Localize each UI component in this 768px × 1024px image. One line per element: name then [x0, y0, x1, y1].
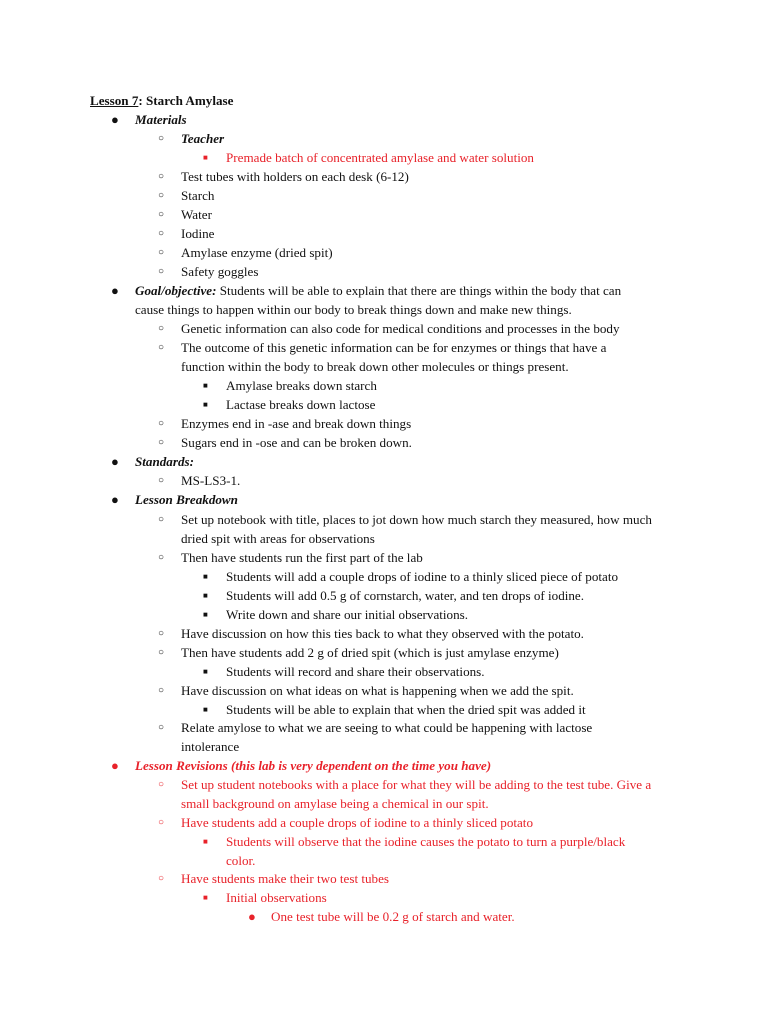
goal-text: Students will be able to explain that there are things within the body that can [216, 283, 622, 298]
teacher-item: Premade batch of concentrated amylase and water solution [226, 150, 534, 165]
breakdown-detail: Students will be able to explain that when the dried spit was added it [226, 702, 586, 717]
circle-bullet-icon: ○ [158, 817, 165, 828]
materials-item: Test tubes with holders on each desk (6-12) [181, 169, 409, 184]
lesson-title [90, 91, 233, 110]
square-bullet-icon: ■ [203, 381, 208, 390]
circle-bullet-icon: ○ [158, 628, 165, 639]
circle-bullet-icon: ○ [158, 552, 165, 563]
circle-bullet-icon: ○ [158, 475, 165, 486]
circle-bullet-icon: ○ [158, 437, 165, 448]
goal-sub-item: Sugars end in -ose and can be broken down. [181, 435, 412, 450]
goal-heading: Goal/objective: [135, 283, 217, 298]
circle-bullet-icon: ○ [158, 190, 165, 201]
breakdown-step: Set up notebook with title, places to jot down how much starch they measured, how much [181, 512, 652, 527]
circle-bullet-icon: ○ [158, 171, 165, 182]
breakdown-step: Relate amylose to what we are seeing to what could be happening with lactose [181, 720, 593, 735]
circle-bullet-icon: ○ [158, 685, 165, 696]
standards-item: MS-LS3-1. [181, 473, 241, 488]
bullet-icon: ● [248, 909, 256, 924]
revisions-detail: Initial observations [226, 890, 327, 905]
circle-bullet-icon: ○ [158, 133, 165, 144]
revisions-step: Have students make their two test tubes [181, 871, 389, 886]
bullet-icon: ● [111, 758, 119, 773]
revisions-step-cont: small background on amylase being a chemical in our spit. [181, 796, 489, 811]
breakdown-detail: Students will add a couple drops of iodine to a thinly sliced piece of potato [226, 569, 619, 584]
circle-bullet-icon: ○ [158, 209, 165, 220]
goal-line-1 [135, 281, 621, 300]
goal-line-2: cause things to happen within our body to break things down and make new things. [135, 302, 572, 317]
circle-bullet-icon: ○ [158, 779, 165, 790]
materials-item: Water [181, 207, 212, 222]
teacher-heading: Teacher [181, 131, 225, 146]
breakdown-step: Have discussion on how this ties back to what they observed with the potato. [181, 626, 584, 641]
circle-bullet-icon: ○ [158, 722, 165, 733]
goal-sub-item-cont: function within the body to break down other molecules or things present. [181, 359, 569, 374]
circle-bullet-icon: ○ [158, 266, 165, 277]
square-bullet-icon: ■ [203, 705, 208, 714]
square-bullet-icon: ■ [203, 837, 208, 846]
breakdown-detail: Students will record and share their observations. [226, 664, 485, 679]
lesson-title-text: : Starch Amylase [138, 93, 234, 108]
materials-item: Starch [181, 188, 215, 203]
breakdown-step-cont: dried spit with areas for observations [181, 531, 375, 546]
breakdown-step: Then have students run the first part of the lab [181, 550, 423, 565]
lesson-title-number: Lesson 7 [90, 93, 139, 108]
materials-heading: Materials [135, 112, 187, 127]
circle-bullet-icon: ○ [158, 873, 165, 884]
circle-bullet-icon: ○ [158, 247, 165, 258]
goal-sub-item: The outcome of this genetic information can be for enzymes or things that have a [181, 340, 607, 355]
bullet-icon: ● [111, 454, 119, 469]
revisions-step: Set up student notebooks with a place for what they will be adding to the test tube. Give a [181, 777, 652, 792]
revisions-subdetail: One test tube will be 0.2 g of starch and water. [271, 909, 515, 924]
square-bullet-icon: ■ [203, 400, 208, 409]
circle-bullet-icon: ○ [158, 647, 165, 658]
goal-sub-item: Genetic information can also code for medical conditions and processes in the body [181, 321, 620, 336]
breakdown-step-cont: intolerance [181, 739, 240, 754]
revisions-heading: Lesson Revisions (this lab is very dependent on the time you have) [135, 758, 492, 773]
circle-bullet-icon: ○ [158, 228, 165, 239]
circle-bullet-icon: ○ [158, 514, 165, 525]
breakdown-step: Have discussion on what ideas on what is happening when we add the spit. [181, 683, 574, 698]
revisions-step: Have students add a couple drops of iodine to a thinly sliced potato [181, 815, 533, 830]
revisions-detail: Students will observe that the iodine causes the potato to turn a purple/black [226, 834, 626, 849]
square-bullet-icon: ■ [203, 153, 208, 162]
materials-item: Safety goggles [181, 264, 259, 279]
breakdown-heading: Lesson Breakdown [135, 492, 238, 507]
bullet-icon: ● [111, 492, 119, 507]
breakdown-step: Then have students add 2 g of dried spit (which is just amylase enzyme) [181, 645, 559, 660]
materials-item: Amylase enzyme (dried spit) [181, 245, 333, 260]
bullet-icon: ● [111, 283, 119, 298]
square-bullet-icon: ■ [203, 572, 208, 581]
revisions-detail-cont: color. [226, 853, 256, 868]
square-bullet-icon: ■ [203, 610, 208, 619]
bullet-icon: ● [111, 112, 119, 127]
square-bullet-icon: ■ [203, 667, 208, 676]
square-bullet-icon: ■ [203, 893, 208, 902]
circle-bullet-icon: ○ [158, 342, 165, 353]
square-bullet-icon: ■ [203, 591, 208, 600]
goal-detail: Amylase breaks down starch [226, 378, 377, 393]
goal-detail: Lactase breaks down lactose [226, 397, 376, 412]
circle-bullet-icon: ○ [158, 323, 165, 334]
breakdown-detail: Write down and share our initial observations. [226, 607, 469, 622]
materials-item: Iodine [181, 226, 215, 241]
goal-sub-item: Enzymes end in -ase and break down things [181, 416, 412, 431]
standards-heading: Standards: [135, 454, 194, 469]
circle-bullet-icon: ○ [158, 418, 165, 429]
breakdown-detail: Students will add 0.5 g of cornstarch, water, and ten drops of iodine. [226, 588, 585, 603]
